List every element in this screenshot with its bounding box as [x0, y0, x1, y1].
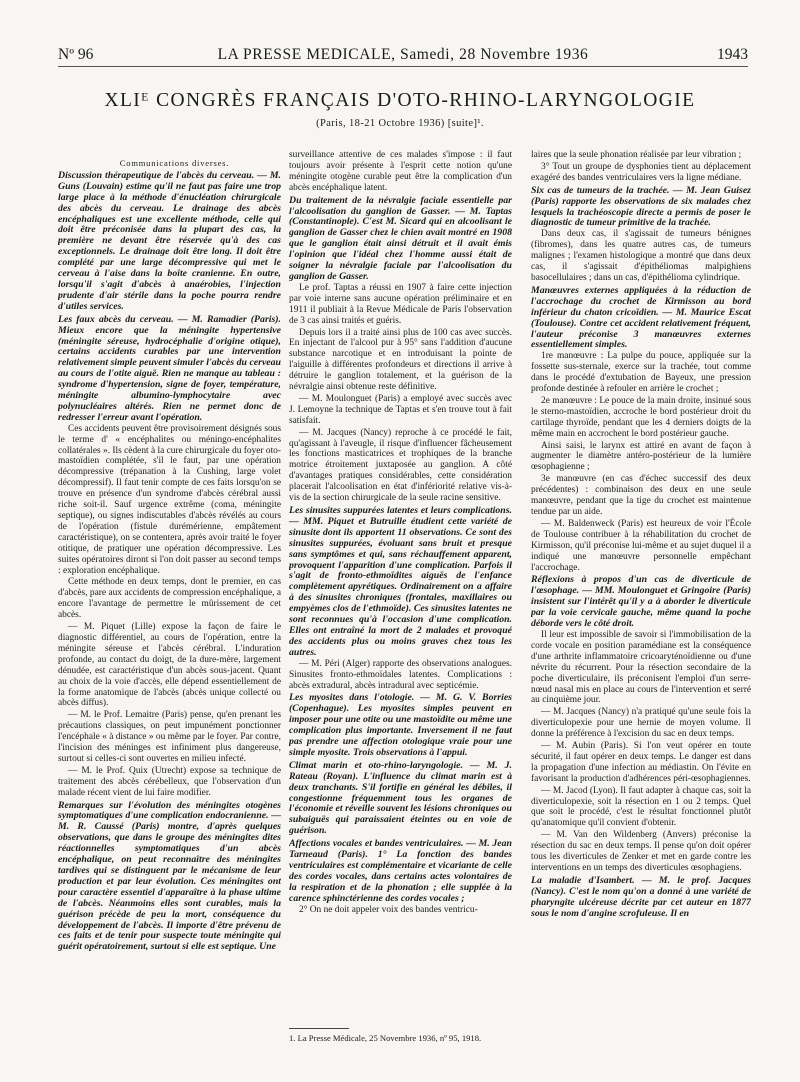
body-paragraph: — M. le Prof. Lemaitre (Paris) pense, qu'en prenant les précautions classiques, on peut impunément ponctionner l'encéphale « à distance » ou même par le foyer. Par contre, l'incision des méninges est infiniment plus dangereuse, surtout si celles-ci sont ouvertes en milieu infecté.	[58, 710, 281, 764]
congress-subtitle: (Paris, 18-21 Octobre 1936) [suite]¹.	[316, 118, 484, 129]
body-paragraph: — M. Aubin (Paris). Si l'on veut opérer en toute sécurité, il faut opérer en deux temps. Le danger est dans la propagation d'une infection au médiastin. On l'évite en favorisant la production d'adhérences péri-œsophagiennes.	[531, 741, 751, 784]
footnote: 1. La Presse Médicale, 25 Novembre 1936, nº 95, 1918.	[289, 1033, 482, 1043]
body-paragraph: Depuis lors il a traité ainsi plus de 100 cas avec succès. En injectant de l'alcool pur à 95° sans l'addition d'aucune substance narcotique et en introduisant la pointe de l'aiguille à différentes profondeurs et directions il arrive à détruire le ganglion totalement, et la guérison de la névralgie ainsi obtenue reste définitive.	[289, 327, 512, 393]
body-paragraph: — M. Van den Wildenberg (Anvers) préconise la résection du sac en deux temps. Il pense qu'on doit opérer tous les diverticules de Zenker et met en garde contre les interventions en un temps des diverticules œsophagiens.	[531, 830, 751, 873]
congress-title: XLIᴱ CONGRÈS FRANÇAIS D'OTO-RHINO-LARYNGOLOGIE	[104, 90, 696, 111]
journal-title: LA PRESSE MEDICALE, Samedi, 28 Novembre 1936	[217, 46, 589, 63]
body-paragraph: surveillance attentive de ces malades s'impose : il faut toujours avoir présente à l'esprit cette notion qu'une méningite otogène curable peut être la complication d'un abcès encéphalique latent.	[289, 150, 512, 193]
running-header	[58, 42, 748, 64]
body-paragraph: laires que la seule phonation réalisée par leur vibration ;	[531, 150, 742, 160]
article-heading-paragraph: Remarques sur l'évolution des méningites otogènes symptomatiques d'une complication endocranienne. — M. R. Caussé (Paris) montre, d'après quelques observations, que dans le groupe des méningites dites réactionnelles symptomatiques d'un abcès encéphalique, on peut reconnaître des méningites tardives qui se distinguent par le mécanisme de leur production et par leur évolution. Ces méningites ont pour caractère essentiel d'apparaître à la phase ultime de l'abcès. Néanmoins elles sont curables, mais la guérison précède de peu la mort, conséquence du développement de l'abcès. Il importe d'être prévenu de ces faits et de tenir pour suspecte toute méningite qui guérit opératoirement, surtout si elle est septique. Une	[58, 799, 281, 953]
article-heading-paragraph: Les sinusites suppurées latentes et leurs complications. — MM. Piquet et Butruille étudient cette variété de sinusite dont ils apportent 11 observations. Ce sont des sinusites suppurées, évoluant sans bruit et presque sans symptômes et qui, sans réchauffement apparent, provoquent l'apparition d'une complication. Parfois il s'agit de fronto-ethmoïdites aiguës de l'enfance complètement apyrétiques. Ordinairement on a affaire à des sinusites chroniques (frontales, maxillaires ou empyèmes clos de l'ethmoïde). Ces sinusites latentes ne sont reconnues qu'à l'occasion d'une complication. Elles ont entraîné la mort de 2 malades et provoqué des accidents plus ou moins graves chez tous les autres.	[289, 505, 512, 658]
body-paragraph: Il leur est impossible de savoir si l'immobilisation de la corde vocale en position paramédiane est la conséquence d'une arthrite inflammatoire cricoaryténoïdienne ou d'une névrite du récurrent. Pour la résection secondaire de la poche diverticulaire, ils préconisent l'emploi d'un serre-nœud nasal mis en place au cours de l'intervention et serré au cinquième jour.	[531, 629, 751, 706]
article-heading-paragraph: Du traitement de la névralgie faciale essentielle par l'alcoolisation du ganglion de Gasser. — M. Taptas (Constantinople). C'est M. Sicard qui en alcoolisant le ganglion de Gasser chez le chien avait montré en 1908 que le ganglion était ainsi détruit et il avait émis l'opinion que l'idéal chez l'homme aussi était de soigner la névralgie faciale par l'alcoolisation du ganglion de Gasser.	[289, 194, 512, 282]
article-heading-paragraph: Manœuvres externes appliquées à la réduction de l'accrochage du crochet de Kirmisson au bord inférieur du chaton cricoïdien. — M. Maurice Escat (Toulouse). Contre cet accident relativement fréquent, l'auteur préconise 3 manœuvres externes essentiellement simples.	[531, 284, 751, 351]
body-paragraph: — M. Jacod (Lyon). Il faut adapter à chaque cas, soit la diverticulopexie, soit la résection en 1 ou 2 temps. Quel que soit le procédé, c'est le résultat fonctionnel plutôt qu'anatomique qu'il convient d'obtenir.	[531, 785, 751, 829]
issue-number: Nº 96	[58, 46, 94, 63]
column-3	[531, 150, 751, 1055]
section-label: Communications diverses.	[119, 158, 230, 168]
body-paragraph: 3e manœuvre (en cas d'échec successif des deux précédentes) : combinaison des deux en une seule manœuvre, pendant que la tige du crochet est maintenue tendue par un aide.	[531, 474, 751, 517]
body-paragraph: 2e manœuvre : Le pouce de la main droite, insinué sous le sterno-mastoïdien, accroche le bord postérieur droit du cartilage thyroïde, pendant que les 4 derniers doigts de la même main en accrochent le bord postérieur gauche.	[531, 395, 751, 439]
body-paragraph: — M. Péri (Alger) rapporte des observations analogues. Sinusites fronto-ethmoïdales latentes. Complications : abcès extradural, abcès intradural avec septicémie.	[289, 658, 512, 691]
page-number: 1943	[717, 46, 748, 63]
article-heading-paragraph: Six cas de tumeurs de la trachée. — M. Jean Guisez (Paris) rapporte les observations de six malades chez lesquels la trachéoscopie directe a permis de poser le diagnostic de tumeur primitive de la trachée.	[531, 184, 751, 229]
body-paragraph: Ainsi saisi, le larynx est attiré en avant de façon à augmenter le diamètre antéro-postérieur de la lumière œsophagienne ;	[531, 440, 751, 473]
column-1	[58, 158, 281, 1063]
body-paragraph: — M. Jacques (Nancy) n'a pratiqué qu'une seule fois la diverticulopexie pour une hernie de moyen volume. Il donne la préférence à l'excision du sac en deux temps.	[531, 707, 751, 740]
body-paragraph: — M. le Prof. Quix (Utrecht) expose sa technique de traitement des abcès cérébelleux, que l'observation d'un malade récent vient de lui faire modifier.	[58, 765, 281, 798]
article-heading-paragraph: Climat marin et oto-rhino-laryngologie. — M. J. Rateau (Royan). L'influence du climat marin est à deux tranchants. S'il fortifie en général les débiles, il congestionne fréquemment tous les organes de l'économie et réveille souvent les lésions chroniques ou subaiguës qui paraissaient éteintes ou en voie de guérison.	[289, 759, 512, 837]
header-rule	[58, 66, 748, 67]
body-paragraph: 3° Tout un groupe de dysphonies tient au déplacement exagéré des bandes ventriculaires vers la ligne médiane.	[531, 161, 751, 183]
body-paragraph: Ces accidents peuvent être provisoirement désignés sous le terme d' « encéphalites ou méningo-encéphalites collatérales ». Ils cèdent à la cure chirurgicale du foyer oto-mastoïdien complétée, s'il le faut, par une opération décompressive (trépanation à la Cushing, large volet décompressif). Il faut tenir compte de ces faits lorsqu'on se trouve en présence d'un syndrome d'abcès cérébral aussi riche soit-il. Sauf urgence extrême (coma, méningite septique), ou signes indiscutables d'abcès révélés au cours de l'opération (fistule durémérienne, empâtement caractéristique), on se contentera, après avoir traité le foyer otitique, de pratiquer une opération décompressive. Les suites opératoires diront si l'on doit passer au second temps : exploration encéphalique.	[58, 423, 281, 576]
body-paragraph: — M. Baldenweck (Paris) est heureux de voir l'École de Toulouse contribuer à la réhabilitation du crochet de Kirmisson, qu'il préconise lui-même et au sujet duquel il a indiqué une manœuvre personnelle empêchant l'accrochage.	[531, 518, 751, 573]
article-heading-paragraph: Discussion thérapeutique de l'abcès du cerveau. — M. Guns (Louvain) estime qu'il ne faut pas faire une trop large place à la méthode d'énucléation chirurgicale des abcès du cerveau. Le drainage des abcès encéphaliques est une excellente méthode, celle qui doit être préconisée dans la plupart des cas, la première ne devant être réservée qu'à des cas exceptionnels. Le drainage doit être long. Il doit être complété par une large décompressive qui met le cerveau à l'aise dans la boîte cranienne. En outre, lorsqu'il s'agit d'abcès à anaérobies, l'injection prudente d'air stérile dans la poche pourra rendre d'utiles services.	[58, 169, 281, 312]
footnote-rule	[289, 1028, 349, 1029]
body-paragraph: — M. Piquet (Lille) expose la façon de faire le diagnostic différentiel, au cours de l'opération, entre la méningite séreuse et l'abcès cérébral. L'induration profonde, au contact du doigt, de la dure-mère, largement dénudée, est caractéristique d'un abcès sous-jacent. Quant au choix de la voie d'accès, elle dépend essentiellement de la forme anatomique de l'abcès (abcès unique collecté ou abcès diffus).	[58, 622, 281, 709]
column-2	[289, 150, 512, 1055]
article-heading-paragraph: Les faux abcès du cerveau. — M. Ramadier (Paris). Mieux encore que la méningite hypertensive (méningite séreuse, hydrocéphalie d'origine otique), certains accidents curables par une intervention relativement simple peuvent simuler l'abcès du cerveau au cours de l'otite aiguë. Rien ne manque au tableau : syndrome d'hypertension, signe de foyer, température, méningite albumino-lymphocytaire avec polynucléaires altérés. Rien ne permet donc de redresser l'erreur avant l'opération.	[58, 313, 281, 423]
body-paragraph: 1re manœuvre : La pulpe du pouce, appliquée sur la fossette sus-sternale, exerce sur la trachée, tout comme dans le procédé d'extubation de Bayeux, une pression profonde destinée à refouler en arrière le crochet ;	[531, 351, 751, 395]
article-heading-paragraph: Les myosites dans l'otologie. — M. G. V. Borries (Copenhague). Les myosites simples peuvent en imposer pour une otite ou une mastoïdite ou même une complication plus importante. Inversement il ne faut pas prendre une affection otologique vraie pour une simple myosite. Trois observations à l'appui.	[289, 692, 512, 758]
body-paragraph: Le prof. Taptas a réussi en 1907 à faire cette injection par voie interne sans aucune opération préliminaire et en 1911 il publiait à la Revue Médicale de Paris l'observation de 3 cas ainsi traités et guéris.	[289, 282, 512, 326]
article-heading-paragraph: La maladie d'Isambert. — M. le prof. Jacques (Nancy). C'est le nom qu'on a donné à une variété de pharyngite ulcéreuse décrite par cet auteur en 1877 sous le nom d'angine scrofuleuse. Il en	[531, 874, 751, 919]
body-paragraph: Dans deux cas, il s'agissait de tumeurs bénignes (fibromes), dans les quatre autres cas, de tumeurs malignes ; l'examen histologique a montré que dans deux cas, il s'agissait d'épithéliomas malpighiens basocellulaires ; dans un cas, d'épithélioma cylindrique.	[531, 229, 751, 283]
body-paragraph: Cette méthode en deux temps, dont le premier, en cas d'abcès, pare aux accidents de compression encéphalique, a encore l'avantage de permettre le mûrissement de cet abcès.	[58, 577, 281, 621]
article-heading-paragraph: Réflexions à propos d'un cas de diverticule de l'œsophage. — MM. Moulonguet et Gringoire (Paris) insistent sur l'intérêt qu'il y a à aborder le diverticule par la voie cervicale gauche, même quand la poche déborde vers le côté droit.	[531, 574, 751, 630]
body-paragraph: — M. Moulonguet (Paris) a employé avec succès avec J. Lemoyne la technique de Taptas et s'en trouve tout à fait satisfait.	[289, 393, 512, 426]
body-paragraph: 2° On ne doit appeler voix des bandes ventricu-	[299, 904, 478, 915]
body-paragraph: — M. Jacques (Nancy) reproche à ce procédé le fait, qu'agissant à l'aveugle, il risque d'influencer fâcheusement les fonctions masticatrices et trophiques de la branche motrice étroitement juxtaposée au ganglion. A côté d'avantages pratiques considérables, cette considération placerait l'alcoolisation en état d'infériorité relative vis-à-vis de la section chirurgicale de la seule racine sensitive.	[289, 427, 512, 504]
article-heading-paragraph: Affections vocales et bandes ventriculaires. — M. Jean Tarneaud (Paris). 1° La fonction des bandes ventriculaires est complémentaire et vicariante de celle des cordes vocales, dans certains actes volontaires de la respiration et de la phonation ; elle supplée à la carence sphinctérienne des cordes vocales ;	[289, 838, 512, 904]
